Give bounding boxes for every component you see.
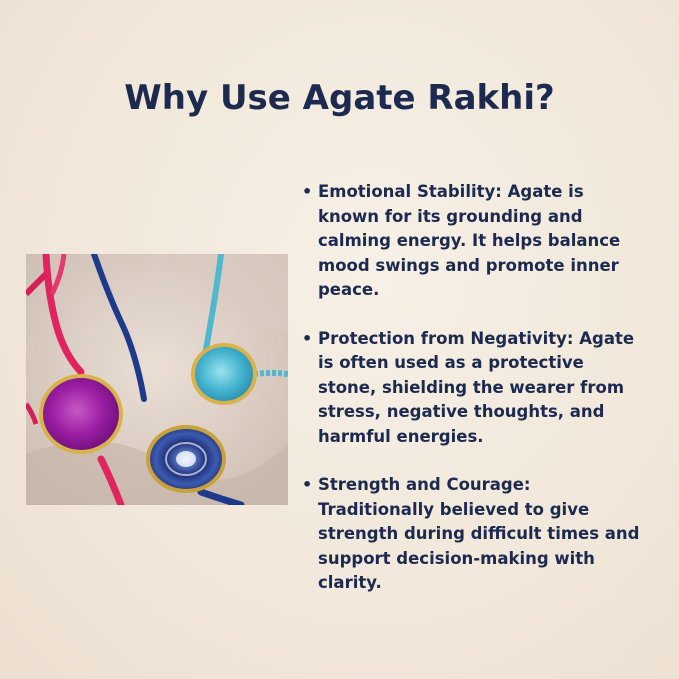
- agate-rakhi-photo: [26, 254, 288, 505]
- list-item-text: Emotional Stability: Agate is known for its grounding and calming energy. It helps balance mood swings and promote inner peace.: [318, 182, 621, 299]
- list-item-text: Protection from Negativity: Agate is often used as a protective stone, shielding the wearer from stress, negative thoughts, and harmful energies.: [318, 328, 635, 446]
- list-item: [300, 473, 640, 596]
- bullet-dot: •: [302, 182, 313, 201]
- bullet-dot: •: [302, 475, 313, 494]
- benefits-list: [300, 180, 640, 620]
- bullet-dot: •: [302, 328, 313, 348]
- list-item: [300, 180, 640, 303]
- page-title: Why Use Agate Rakhi?: [124, 78, 555, 118]
- list-item: [300, 327, 640, 450]
- list-item-text: Strength and Courage: Traditionally believed to give strength during difficult times and support decision-making with clarity.: [318, 475, 640, 592]
